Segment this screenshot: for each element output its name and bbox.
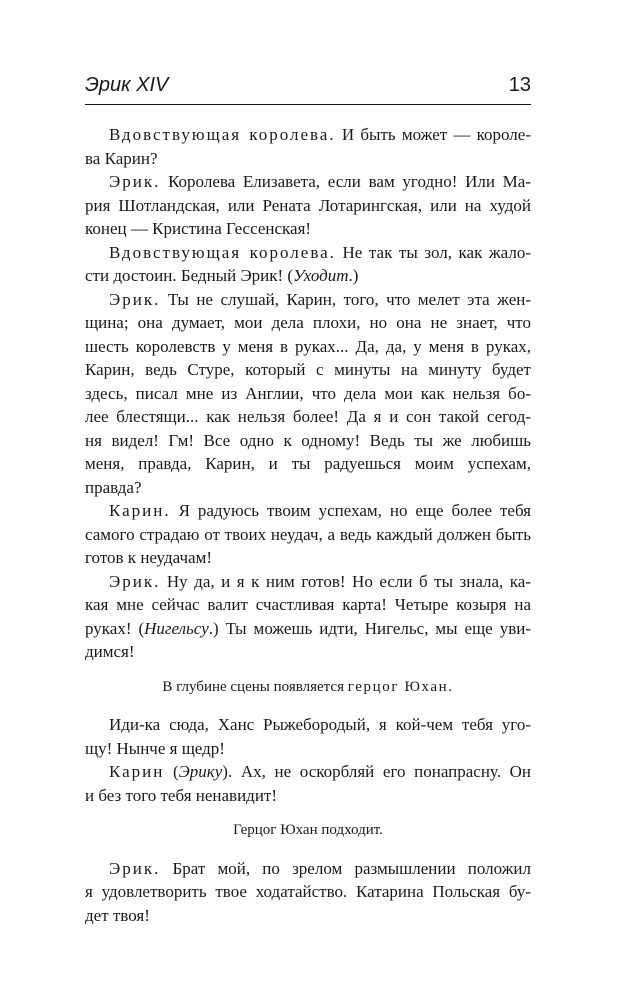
- speaker-name: Карин.: [109, 501, 171, 520]
- speaker-name: Эрик.: [109, 289, 161, 309]
- text-line: ва Карин?: [85, 148, 158, 168]
- line-text: Я радуюсь твоим успехам, но еще более тебя: [178, 501, 531, 520]
- stage-direction: Эрику: [178, 762, 223, 781]
- text-line: щу! Нынче я щедр!: [85, 738, 225, 758]
- text-line: шесть королевств у меня в руках... Да, да, у меня в руках,: [85, 336, 531, 356]
- text-line: [85, 857, 531, 881]
- text-line: меня, правда, Карин, и ты радуешься моим успехам,: [85, 454, 531, 473]
- text-line: [85, 499, 531, 523]
- line-text: Ну да, и я к ним готов! Но если б ты знала, ка-: [166, 571, 532, 591]
- line-text: .): [348, 266, 359, 285]
- text-line: [85, 617, 531, 641]
- text-line: [85, 760, 531, 784]
- text-line: Карин, ведь Стуре, который с минуты на минуту будет: [85, 360, 531, 379]
- text-line: кая мне сейчас валит счастливая карта! Четыре козыря на: [85, 595, 531, 614]
- line-text: сти достоин. Бедный Эрик! (: [85, 266, 294, 285]
- speaker-name: Эрик.: [109, 172, 161, 191]
- line-text: Не так ты зол, как жало-: [342, 242, 531, 262]
- stage-text: В глубине сцены появляется: [162, 678, 348, 695]
- line-text: руках! (: [85, 618, 145, 638]
- line-text: И быть может — короле-: [341, 125, 531, 144]
- speaker-name: Карин: [109, 762, 165, 781]
- text-line: [85, 288, 531, 312]
- page-body: [85, 123, 531, 927]
- text-line: рия Шотландская, или Рената Лотарингская, или на худой: [85, 195, 531, 215]
- line-text: .) Ты можешь идти, Нигельс, мы еще уви-: [208, 618, 531, 638]
- stage-direction-block: Герцог Юхан подходит.: [233, 822, 383, 838]
- character-name: герцог Юхан.: [347, 678, 454, 695]
- speaker-name: Вдовствующая королева.: [109, 242, 336, 262]
- text-line: и без того тебя ненавидит!: [85, 785, 278, 805]
- text-line: [85, 170, 531, 194]
- text-line: готов к неудачам!: [85, 548, 212, 567]
- line-text: Брат мой, по зрелом размышлении положил: [172, 858, 531, 878]
- line-text: Королева Елизавета, если вам угодно! Или Ма-: [168, 172, 531, 191]
- text-line: [85, 241, 531, 265]
- running-header: [85, 74, 531, 102]
- text-line: дет твоя!: [85, 905, 150, 925]
- line-text: (: [164, 762, 179, 781]
- text-line: щина; она думает, мои дела плохи, но она не знает, что: [85, 313, 531, 332]
- stage-direction-block: [85, 676, 531, 700]
- text-line: здесь, писал мне из Англии, что дела мои как нельзя бо-: [85, 383, 531, 403]
- speaker-name: Вдовствующая королева.: [109, 125, 336, 144]
- speaker-name: Эрик.: [109, 571, 161, 591]
- text-line: правда?: [85, 477, 142, 497]
- text-line: самого страдаю от твоих неудач, а ведь каждый должен быть: [85, 524, 531, 544]
- text-line: ня видел! Гм! Все одно к одному! Ведь ты же любишь: [85, 430, 531, 450]
- text-line: я удовлетворить твое ходатайство. Катарина Польская бу-: [85, 882, 531, 901]
- header-rule: [85, 104, 531, 105]
- line-text: ). Ах, не оскорбляй его понапрасну. Он: [222, 762, 531, 781]
- speaker-name: Эрик.: [109, 858, 161, 878]
- text-line: [85, 264, 531, 288]
- running-title: Эрик XIV: [85, 74, 169, 96]
- text-line: лее блестящи... как нельзя более! Да я и сон такой сегод-: [85, 407, 531, 426]
- text-line: [85, 123, 531, 147]
- text-line: Иди-ка сюда, Ханс Рыжебородый, я кой-чем тебя уго-: [109, 715, 531, 734]
- text-line: конец — Кристина Гессенская!: [85, 219, 312, 238]
- text-line: димся!: [85, 642, 135, 661]
- stage-direction: Уходит: [293, 266, 349, 285]
- page-number: 13: [508, 74, 531, 96]
- text-line: [85, 570, 531, 594]
- line-text: Ты не слушай, Карин, того, что мелет эта жен-: [167, 289, 532, 309]
- stage-direction: Нигельсу: [144, 618, 209, 638]
